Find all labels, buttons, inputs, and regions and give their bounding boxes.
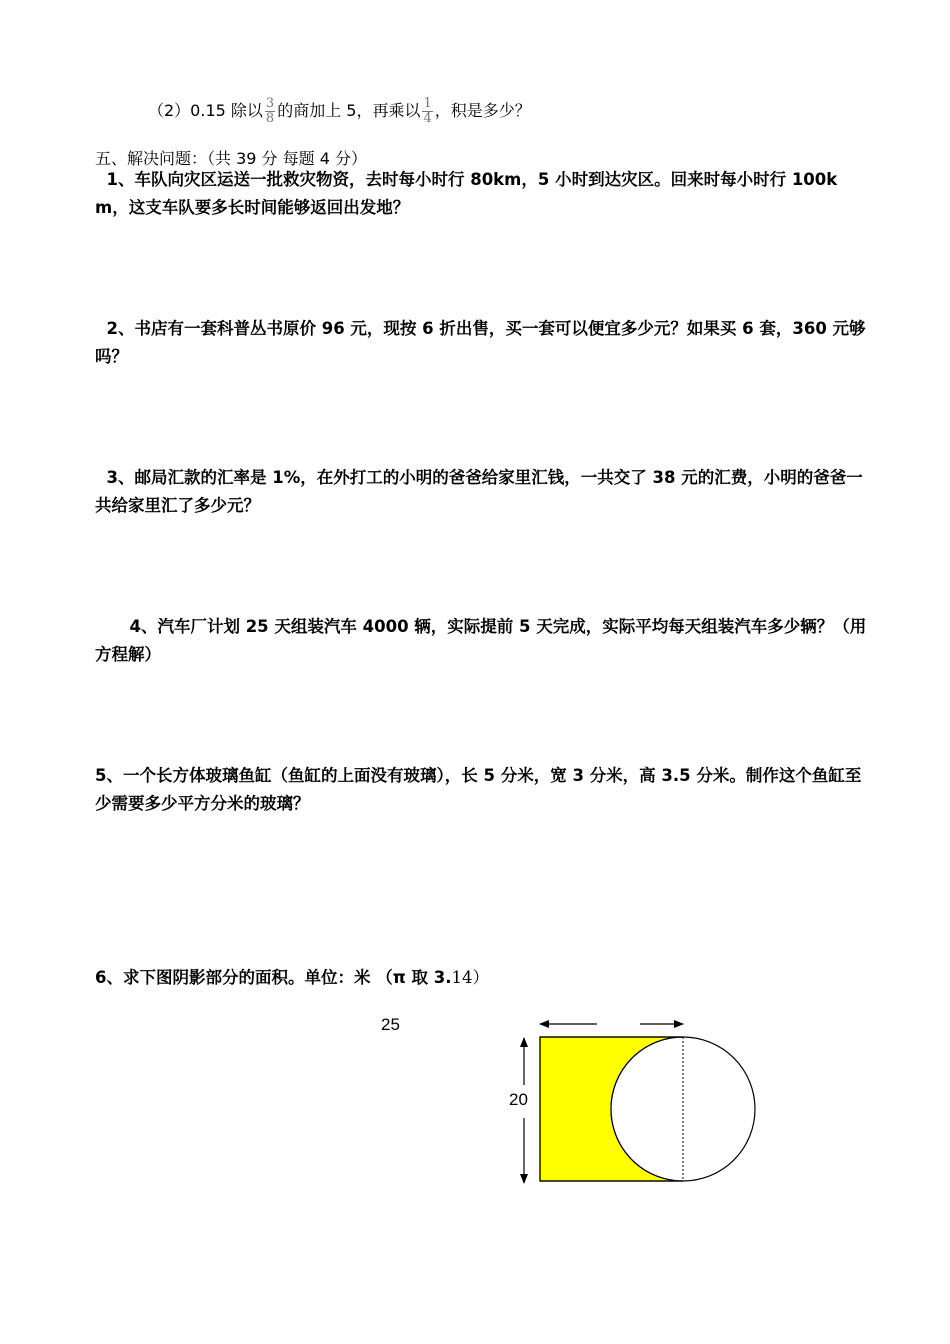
- sub-question-2-prefix: （2）0.15 除以: [148, 101, 263, 120]
- height-label: 20: [509, 1090, 528, 1109]
- question-6-suffix: 14）: [451, 968, 490, 987]
- question-5: 5、一个长方体玻璃鱼缸（鱼缸的上面没有玻璃），长 5 分米，宽 3 分米，高 3.5 分米。制作这个鱼缸至少需要多少平方分米的玻璃？: [95, 766, 862, 813]
- question-2: 2、书店有一套科普丛书原价 96 元，现按 6 折出售，买一套可以便宜多少元？如果买 6 套，360 元够吗？: [95, 319, 866, 366]
- fraction-numerator: 3: [265, 96, 275, 111]
- fraction-denominator: 8: [265, 111, 275, 126]
- section-heading: 五、解决问题：（共 39 分 每题 4 分）: [95, 149, 367, 168]
- question-6-prefix: 6、求下图阴影部分的面积。单位：米 （π 取 3.: [95, 968, 452, 987]
- question-4: 4、汽车厂计划 25 天组装汽车 4000 辆，实际提前 5 天完成，实际平均每天组装汽车多少辆？（用方程解）: [95, 617, 867, 664]
- width-label: 25: [381, 1015, 400, 1034]
- sub-question-2-middle: 的商加上 5，再乘以: [277, 101, 421, 120]
- question-1: 1、车队向灾区运送一批救灾物资，去时每小时行 80km，5 小时到达灾区。回来时每小时行 100km，这支车队要多长时间能够返回出发地？: [95, 170, 838, 217]
- fraction-numerator: 1: [423, 96, 432, 111]
- question-3: 3、邮局汇款的汇率是 1%，在外打工的小明的爸爸给家里汇钱，一共交了 38 元的汇费，小明的爸爸一共给家里汇了多少元？: [95, 468, 863, 515]
- sub-question-2-suffix: ，积是多少？: [434, 101, 531, 120]
- fraction-denominator: 4: [423, 111, 432, 126]
